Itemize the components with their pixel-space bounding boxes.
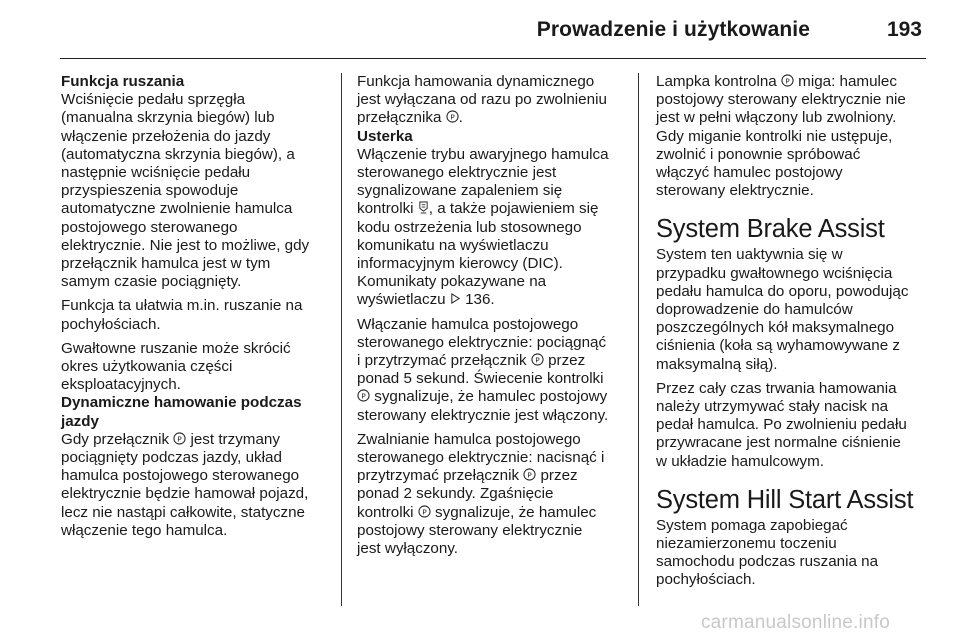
text-line [357, 291, 627, 309]
text-line: System pomaga zapobiegać [656, 516, 848, 534]
text-fragment: przez [543, 352, 586, 370]
column-divider [341, 73, 342, 606]
text-line [357, 504, 627, 522]
text-line [357, 388, 627, 406]
text-line: Komunikaty pokazywane na [357, 273, 547, 291]
text-line: Włączenie trybu awaryjnego hamulca [357, 145, 609, 163]
text-line: eksploatacyjnych. [61, 376, 181, 394]
text-line: następnie wciśnięcie pedału [61, 164, 251, 182]
text-line [357, 467, 627, 485]
text-line: włączyć hamulec postojowy [656, 164, 843, 182]
paragraph [656, 517, 926, 590]
text-fragment: , a także pojawieniem się [428, 200, 599, 218]
text-line: pociągnięty podczas jazdy, układ [61, 449, 282, 467]
text-line: zwolnić i ponownie spróbować [656, 145, 861, 163]
text-line: ponad 2 sekundy. Zgaśnięcie [357, 485, 554, 503]
text-fragment: kontrolki [357, 503, 418, 521]
subheading-dynamic-braking [61, 394, 331, 430]
text-line: kodu ostrzeżenia lub stosownego [357, 218, 582, 236]
text-line: jazdy [61, 412, 99, 430]
column-middle [357, 73, 627, 558]
text-line: przypadku gwałtownego wciśnięcia [656, 264, 893, 282]
page-title: Prowadzenie i użytkowanie [536, 18, 810, 41]
text-line: Funkcja hamowania dynamicznego [357, 73, 595, 90]
text-line [656, 73, 926, 91]
paragraph [61, 340, 331, 395]
svg-text:P: P [527, 470, 532, 480]
text-line: w układzie hamulcowym. [656, 452, 824, 470]
text-line: należy utrzymywać stały nacisk na [656, 398, 889, 416]
text-line: sterowanego elektrycznie jest [357, 164, 557, 182]
paragraph [357, 431, 627, 558]
text-line: sterowany elektrycznie jest włączony. [357, 406, 609, 424]
paragraph [61, 297, 331, 333]
text-line: sterowany elektrycznie. [656, 182, 814, 200]
parking-brake-icon [531, 353, 544, 366]
text-fragment: sygnalizuje, że hamulec [430, 503, 597, 521]
text-line: włączenie tego hamulca. [61, 521, 228, 539]
text-line: jest wyłączony. [357, 540, 459, 558]
text-line: automatyczne zwolnienie hamulca [61, 200, 293, 218]
text-line: Przez cały czas trwania hamowania [656, 379, 897, 397]
text-line [357, 352, 627, 370]
text-line [61, 431, 331, 449]
text-fragment: kontrolki [357, 200, 418, 218]
paragraph [656, 246, 926, 373]
text-fragment: przełącznika [357, 109, 446, 127]
text-line: samochodu podczas ruszania na [656, 553, 879, 571]
text-line: Gwałtowne ruszanie może skrócić [61, 339, 291, 357]
text-line: hamulca postojowego sterowanego [61, 467, 300, 485]
text-line: elektrycznie. Nie jest to możliwe, gdy [61, 236, 310, 254]
text-fragment: i przytrzymać przełącznik [357, 352, 531, 370]
parking-brake-icon [523, 468, 536, 481]
text-fragment: 136. [460, 291, 495, 309]
service-warning-icon [418, 201, 429, 214]
watermark: carmanualsonline.info [700, 612, 890, 633]
svg-text:P: P [785, 76, 790, 86]
text-line: włączenie przełożenia do jazdy [61, 127, 271, 145]
section-title-brake-assist: System Brake Assist [656, 215, 885, 244]
text-line: maksymalną siłą). [656, 355, 778, 373]
text-line: Gdy miganie kontrolki nie ustępuje, [656, 127, 893, 145]
section-title-hill-start-assist: System Hill Start Assist [656, 485, 914, 514]
subheading-starting-function: Funkcja ruszania [61, 73, 185, 90]
column-divider [638, 73, 639, 606]
paragraph [357, 73, 627, 128]
text-line: pedału hamulca do oporu, powodując [656, 282, 909, 300]
text-line: poszczególnych kół maksymalnego [656, 319, 895, 337]
reference-triangle-icon [450, 293, 461, 304]
text-fragment: jest trzymany [186, 430, 280, 448]
svg-text:P: P [361, 391, 366, 401]
paragraph [656, 380, 926, 471]
text-fragment: przytrzymać przełącznik [357, 467, 524, 485]
column-left [61, 73, 331, 540]
text-fragment: miga: hamulec [793, 73, 897, 90]
text-fragment: Gdy przełącznik [61, 430, 174, 448]
paragraph [357, 316, 627, 425]
text-line: postojowy sterowany elektrycznie nie [656, 91, 906, 109]
text-line: jest wyłączana od razu po zwolnieniu [357, 91, 607, 109]
text-line: okres użytkowania części [61, 358, 233, 376]
parking-brake-icon [173, 432, 186, 445]
text-fragment: Lampka kontrolna [656, 73, 781, 90]
text-line: jest w pełni włączony lub zwolniony. [656, 109, 897, 127]
text-line: pedał hamulca. Po zwolnieniu pedału [656, 416, 907, 434]
svg-text:P: P [535, 355, 540, 365]
svg-text:P: P [422, 506, 427, 516]
text-line: Włączanie hamulca postojowego [357, 315, 579, 333]
text-fragment: sygnalizuje, że hamulec postojowy [370, 388, 608, 406]
text-line: postojowy sterowany elektrycznie [357, 521, 583, 539]
text-line: sterowanego elektrycznie: pociągnąć [357, 333, 607, 351]
text-line: informacyjnym kierowcy (DIC). [357, 255, 563, 273]
text-line: sygnalizowane zapaleniem się [357, 182, 563, 200]
paragraph [357, 146, 627, 310]
paragraph [656, 73, 926, 200]
svg-text:P: P [177, 434, 182, 444]
text-line: Dynamiczne hamowanie podczas [61, 394, 302, 412]
paragraph [61, 431, 331, 540]
text-line: (manualna skrzynia biegów) lub [61, 109, 275, 127]
parking-brake-icon [446, 110, 459, 123]
text-line: samym czasie pociągnięty. [61, 273, 242, 291]
text-line: postojowego sterowanego [61, 218, 238, 236]
column-right [656, 73, 926, 590]
text-line: lecz nie nastąpi całkowite, statyczne [61, 503, 305, 521]
parking-brake-icon [357, 389, 370, 402]
text-line: sterowanego elektrycznie: nacisnąć i [357, 449, 605, 467]
paragraph [61, 91, 331, 291]
text-line: System ten uaktywnia się w [656, 246, 843, 264]
text-line: przełącznik hamulca jest w tym [61, 255, 271, 273]
text-line: elektrycznie będzie hamował pojazd, [61, 485, 309, 503]
page-header [60, 0, 926, 59]
text-line: (automatyczna skrzynia biegów), a [61, 145, 295, 163]
subheading-fault: Usterka [357, 127, 413, 145]
text-fragment: przez [536, 467, 578, 485]
text-fragment: wyświetlaczu [357, 291, 450, 309]
text-line: przywracane jest normalne ciśnienie [656, 434, 901, 452]
parking-brake-icon [781, 74, 794, 87]
text-line [357, 200, 627, 218]
text-line: niezamierzonemu toczeniu [656, 535, 837, 553]
text-fragment: . [458, 109, 463, 127]
text-line: pochyłościach. [656, 571, 756, 589]
svg-text:P: P [449, 112, 455, 122]
parking-brake-icon [418, 505, 431, 518]
page-number: 193 [886, 18, 922, 41]
text-line: Wciśnięcie pedału sprzęgła [61, 91, 246, 109]
text-line: Funkcja ta ułatwia m.in. ruszanie na [61, 297, 303, 315]
text-line: ponad 5 sekund. Świecenie kontrolki [357, 370, 604, 388]
text-line: ciśnienia (koła są wyhamowywane z [656, 337, 900, 355]
text-line: Zwalnianie hamulca postojowego [357, 430, 581, 448]
text-line: doprowadzenie do hamulców [656, 301, 853, 319]
text-line: pochyłościach. [61, 315, 161, 333]
text-line [357, 109, 627, 127]
text-line: przyspieszenia spowoduje [61, 182, 239, 200]
text-line: komunikatu na wyświetlaczu [357, 236, 549, 254]
